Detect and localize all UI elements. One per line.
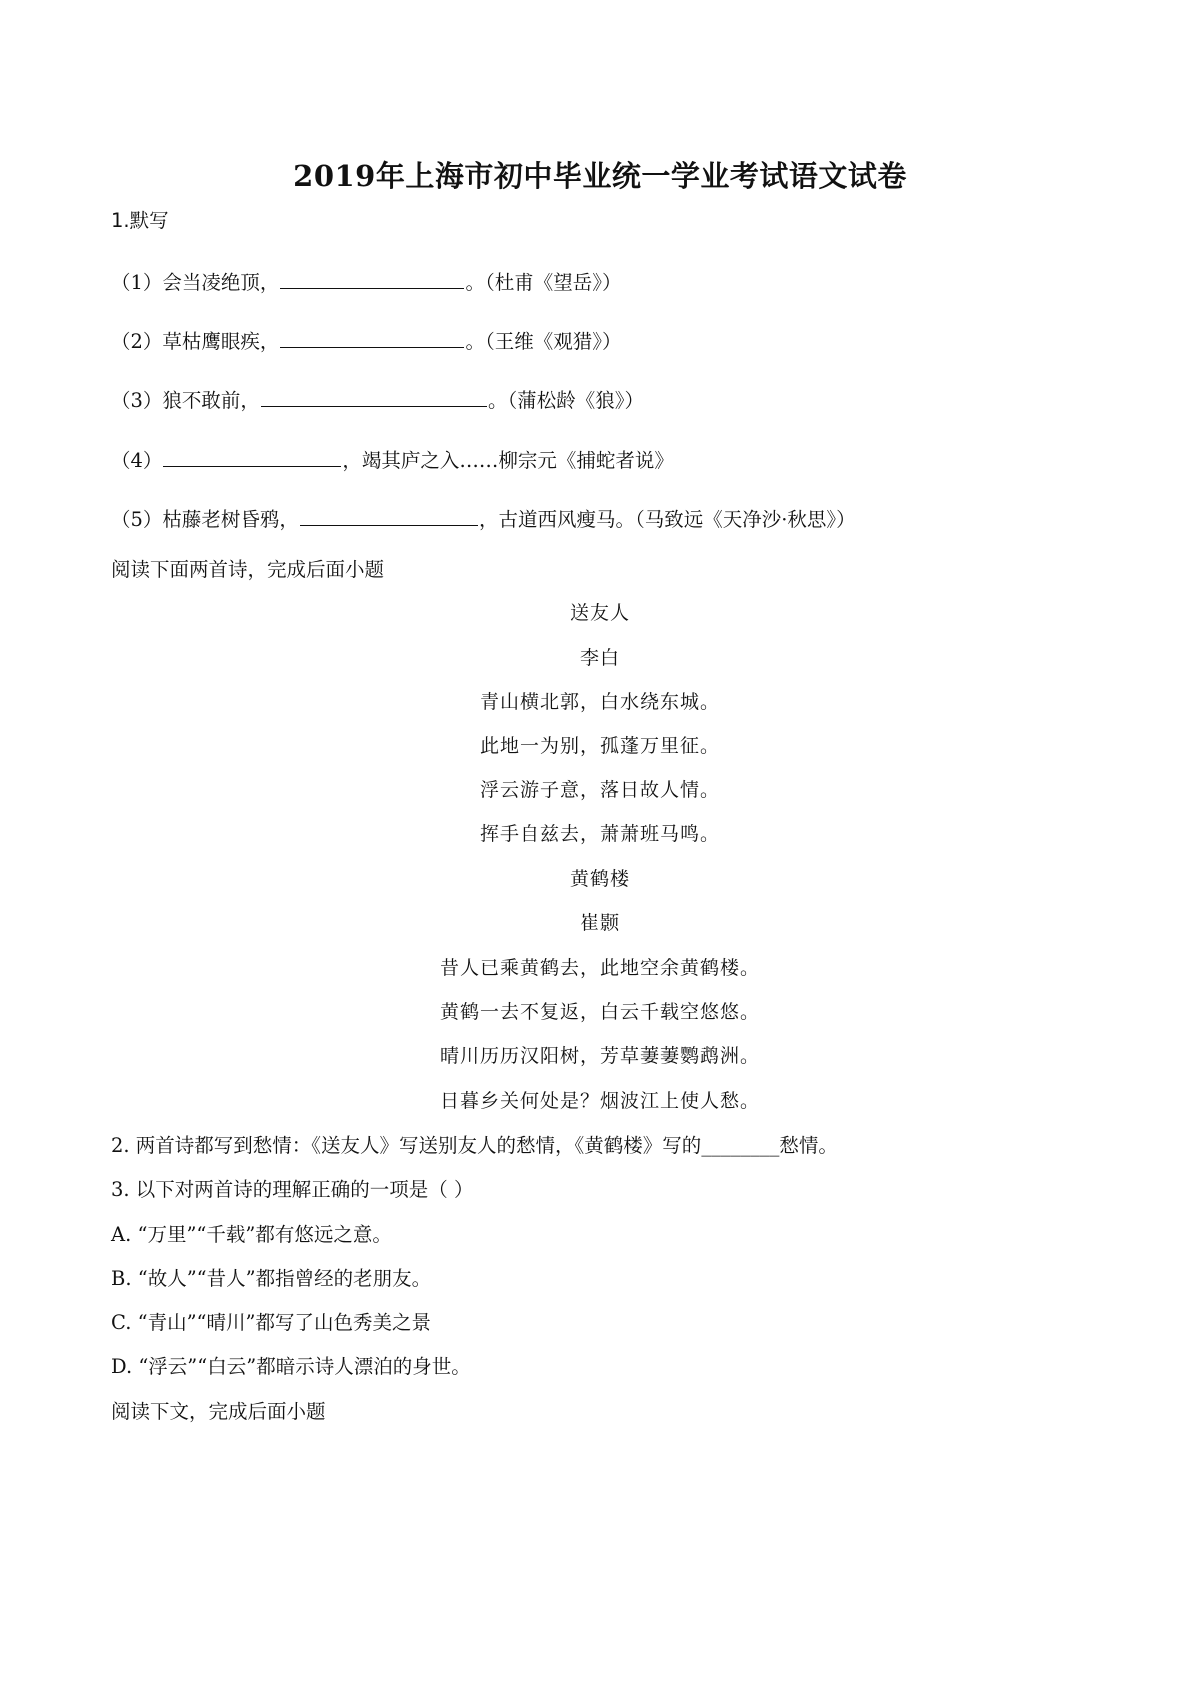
q3-option-c[interactable]: C. “青山”“晴川”都写了山色秀美之景 xyxy=(111,1311,431,1334)
q2-text-after: 愁情。 xyxy=(779,1134,838,1157)
item-number: （3） xyxy=(111,389,163,412)
answer-blank[interactable] xyxy=(280,329,464,348)
poems-intro: 阅读下面两首诗，完成后面小题 xyxy=(111,558,385,581)
q2-question xyxy=(111,1136,838,1156)
item-text-after: 。（王维《观猎》） xyxy=(465,330,622,353)
item-text-after: ，竭其庐之入……柳宗元《捕蛇者说》 xyxy=(342,449,674,472)
poem2-line-4: 日暮乡关何处是？烟波江上使人愁。 xyxy=(439,1090,760,1112)
poem2-line-1: 昔人已乘黄鹤去，此地空余黄鹤楼。 xyxy=(439,957,760,979)
q2-text: 2. 两首诗都写到愁情：《送友人》写送别友人的愁情，《黄鹤楼》写的 xyxy=(111,1134,702,1157)
answer-blank[interactable] xyxy=(300,507,478,526)
q1-item-1 xyxy=(111,270,621,293)
q2-blank[interactable]: ________ xyxy=(701,1134,780,1157)
poem2-author: 崔颢 xyxy=(579,912,620,934)
item-number: （2） xyxy=(111,330,163,353)
q1-item-4 xyxy=(111,448,674,471)
item-text-after: 。（杜甫《望岳》） xyxy=(465,271,622,294)
item-text-after: 。（蒲松龄《狼》） xyxy=(487,389,644,412)
q1-item-5 xyxy=(111,507,856,530)
poem1-line-3: 浮云游子意，落日故人情。 xyxy=(479,779,720,801)
answer-blank[interactable] xyxy=(261,388,487,407)
poem1-line-1: 青山横北郭，白水绕东城。 xyxy=(479,691,720,713)
poem1-author: 李白 xyxy=(579,647,620,669)
q3-option-a[interactable]: A. “万里”“千载”都有悠远之意。 xyxy=(111,1223,392,1246)
answer-blank[interactable] xyxy=(280,270,464,289)
poem1-line-2: 此地一为别，孤蓬万里征。 xyxy=(479,735,720,757)
item-text-after: ，古道西风瘦马。（马致远《天净沙·秋思》） xyxy=(478,508,856,531)
item-text-before: 狼不敢前， xyxy=(162,389,260,412)
text-intro: 阅读下文，完成后面小题 xyxy=(111,1400,326,1423)
page-title: 2019年上海市初中毕业统一学业考试语文试卷 xyxy=(293,159,907,193)
q3-option-d[interactable]: D. “浮云”“白云”都暗示诗人漂泊的身世。 xyxy=(111,1355,471,1378)
answer-blank[interactable] xyxy=(163,448,341,467)
poem1-line-4: 挥手自兹去，萧萧班马鸣。 xyxy=(479,823,720,845)
poem2-line-2: 黄鹤一去不复返，白云千载空悠悠。 xyxy=(439,1001,760,1023)
item-text-before: 会当凌绝顶， xyxy=(162,271,280,294)
item-text-before: 草枯鹰眼疾， xyxy=(162,330,280,353)
poem2-line-3: 晴川历历汉阳树，芳草萋萋鹦鹉洲。 xyxy=(439,1045,760,1067)
item-number: （4） xyxy=(111,449,163,472)
item-number: （5） xyxy=(111,508,163,531)
poem2-title: 黄鹤楼 xyxy=(569,868,630,890)
q1-heading: 1.默写 xyxy=(111,209,169,232)
q1-item-3 xyxy=(111,388,644,411)
poem1-title: 送友人 xyxy=(569,602,630,624)
q1-item-2 xyxy=(111,329,621,352)
item-number: （1） xyxy=(111,271,163,294)
item-text-before: 枯藤老树昏鸦， xyxy=(162,508,299,531)
q3-stem: 3. 以下对两首诗的理解正确的一项是（ ） xyxy=(111,1178,474,1201)
q3-option-b[interactable]: B. “故人”“昔人”都指曾经的老朋友。 xyxy=(111,1267,432,1290)
